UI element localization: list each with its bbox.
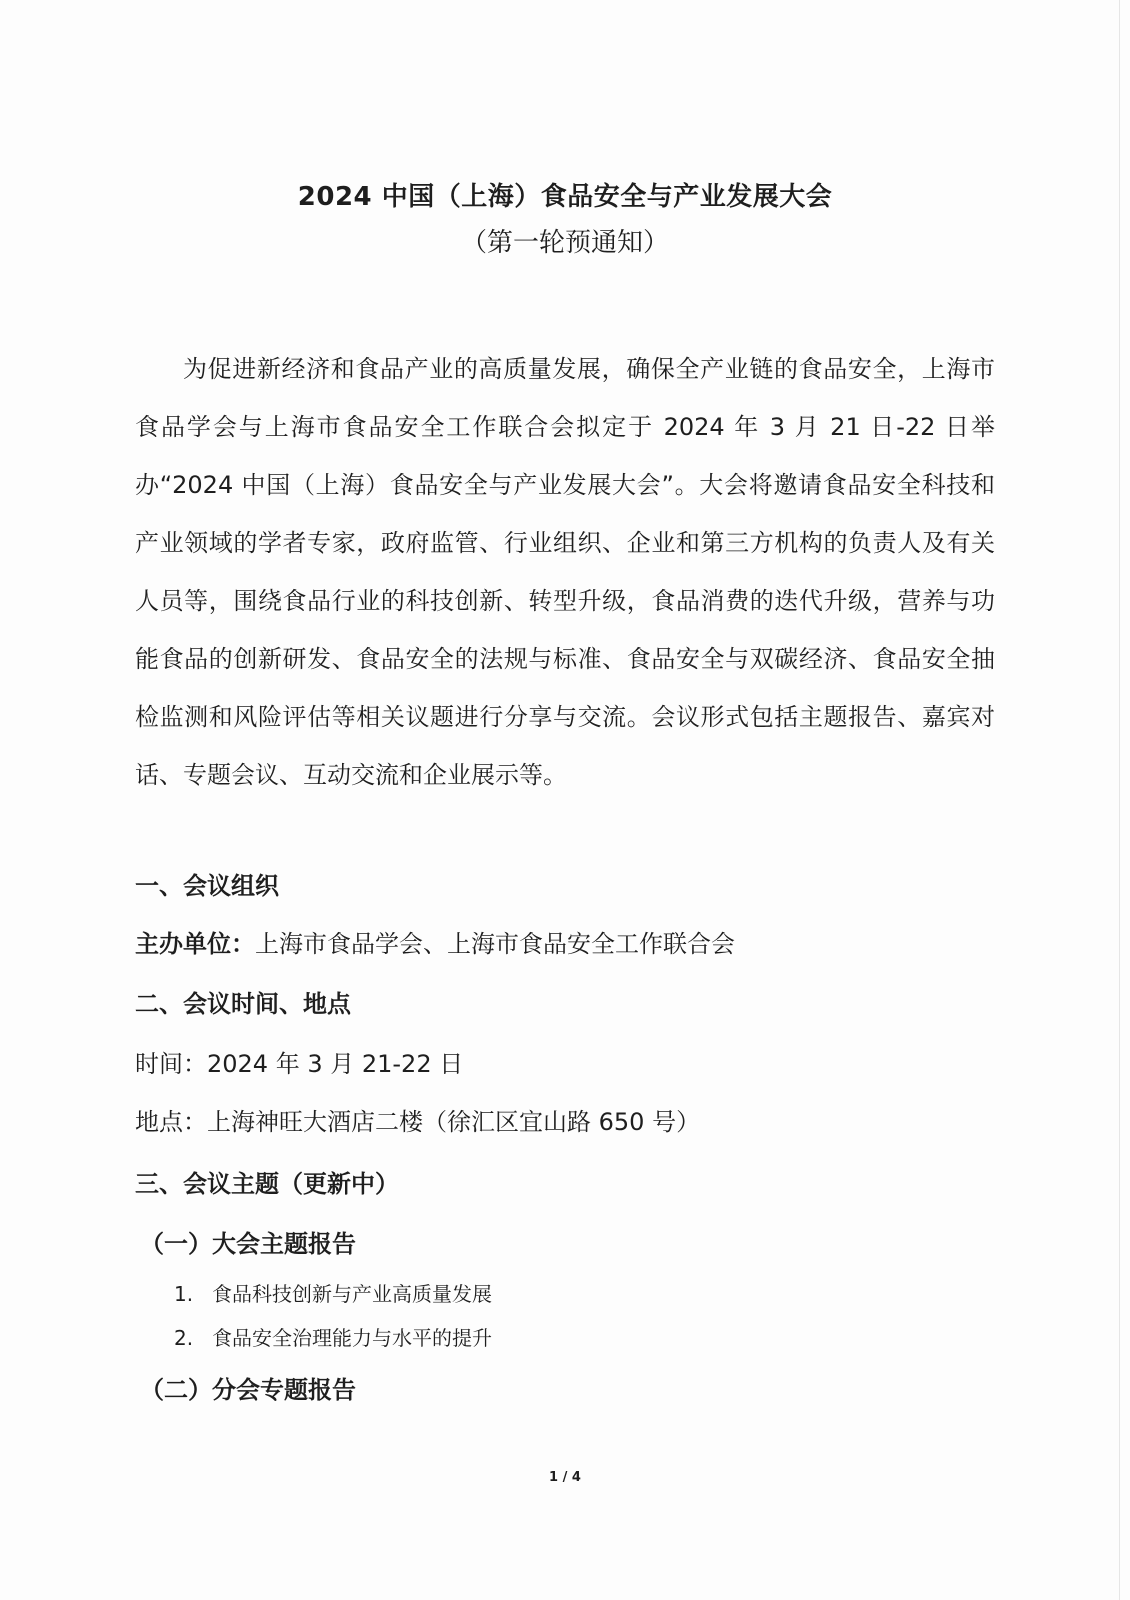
intro-paragraph: 为促进新经济和食品产业的高质量发展，确保全产业链的食品安全，上海市食品学会与上海市食品安全工作联合会拟定于 2024 年 3 月 21 日-22 日举办“2024 中国（上海）食品安全与产业发展大会”。大会将邀请食品安全科技和产业领域的学者专家，政府监管、行业组织、企业和第三方机构的负责人及有关人员等，围绕食品行业的科技创新、转型升级，食品消费的迭代升级，营养与功能食品的创新研发、食品安全的法规与标准、食品安全与双碳经济、食品安全抽检监测和风险评估等相关议题进行分享与交流。会议形式包括主题报告、嘉宾对话、专题会议、互动交流和企业展示等。 [135, 355, 995, 789]
meeting-time: 时间：2024 年 3 月 21-22 日 [135, 1050, 464, 1078]
list-item [174, 1278, 492, 1307]
section2-heading: 二、会议时间、地点 [135, 990, 351, 1018]
document-subtitle: （第一轮预通知） [460, 228, 669, 258]
document-title: 2024 中国（上海）食品安全与产业发展大会 [297, 182, 833, 212]
meeting-location: 地点：上海神旺大酒店二楼（徐汇区宜山路 650 号） [135, 1108, 701, 1136]
organizer-label: 主办单位： [135, 930, 255, 958]
list-item [174, 1322, 492, 1351]
sub1-heading: （一）大会主题报告 [140, 1230, 356, 1258]
list-item-number: 1. [174, 1282, 194, 1306]
organizer-line [135, 924, 735, 959]
section1-heading: 一、会议组织 [135, 872, 279, 900]
organizer-value: 上海市食品学会、上海市食品安全工作联合会 [255, 930, 735, 958]
section3-heading: 三、会议主题（更新中） [135, 1170, 399, 1198]
list-item-text: 食品科技创新与产业高质量发展 [212, 1282, 492, 1306]
list-item-number: 2. [174, 1326, 194, 1350]
list-item-text: 食品安全治理能力与水平的提升 [212, 1326, 492, 1350]
page-number: 1 / 4 [549, 1470, 581, 1485]
sub2-heading: （二）分会专题报告 [140, 1376, 356, 1404]
